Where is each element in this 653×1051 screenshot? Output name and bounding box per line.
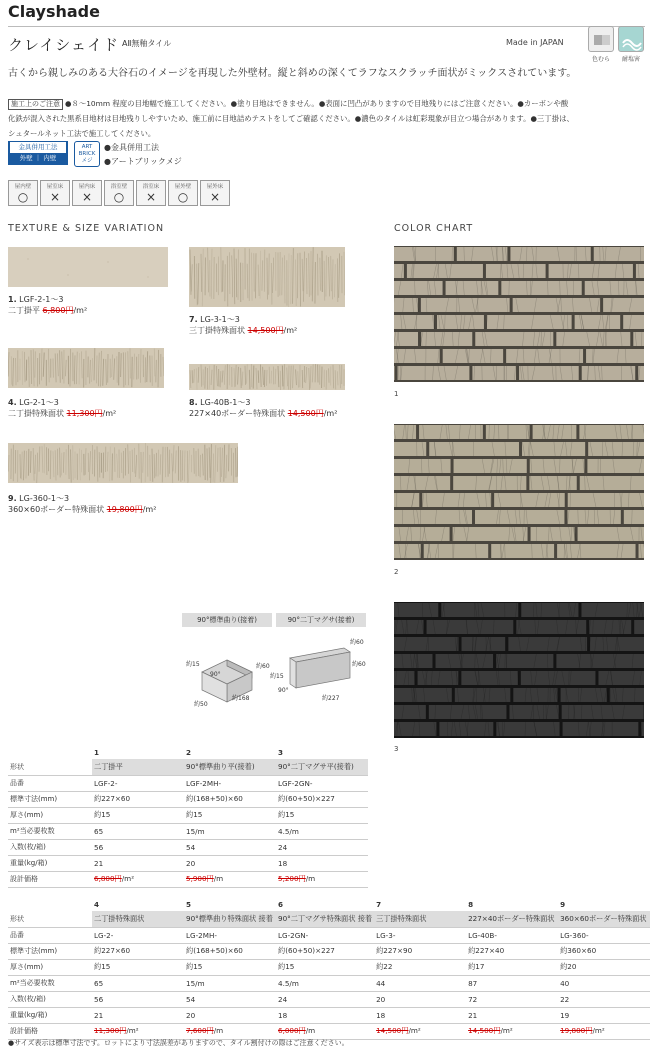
table-cell: 形状 — [8, 759, 92, 775]
price-cell — [184, 1023, 276, 1039]
price-value: 11,300円 — [94, 1026, 127, 1035]
table-cell: 24 — [276, 991, 374, 1007]
price-value: 7,600円 — [186, 1026, 214, 1035]
table-cell: 21 — [92, 855, 184, 871]
table-cell: 約(60+50)×227 — [276, 943, 374, 959]
table-cell: 約15 — [92, 959, 184, 975]
usage-label: 屋室床 — [46, 184, 64, 190]
swatch-7-label — [189, 314, 297, 336]
table-cell: 90°二丁マグサ平(接着) — [276, 759, 368, 775]
d1-t1: 約60 — [256, 663, 270, 670]
iromura-icon — [588, 26, 614, 52]
table-cell: m²当必要枚数 — [8, 823, 92, 839]
table-cell: LGF-2MH- — [184, 775, 276, 791]
table-cell: 約(168+50)×60 — [184, 943, 276, 959]
table-cell: 重量(kg/箱) — [8, 855, 92, 871]
d2-t1: 約60 — [352, 661, 366, 668]
table-cell: 約15 — [184, 959, 276, 975]
table-cell: 90°二丁マグサ特殊面状 接着 — [276, 911, 374, 927]
d1-t3: 約50 — [194, 701, 208, 708]
table-cell: 約227×60 — [92, 943, 184, 959]
table-cell: 15/m — [184, 975, 276, 991]
price-value: 6,800円 — [94, 874, 122, 883]
d1-t2: 90° — [210, 671, 221, 678]
table-cell: LGF-2GN- — [276, 775, 368, 791]
table-cell: 厚さ(mm) — [8, 807, 92, 823]
col-num: 5 — [186, 900, 192, 909]
notes-line-2: 化鉄が混入された黒系目地材は目地残りしやすいため、施工前に目地詰めテストをしてご確認ください。●濃色のタイルは虹彩現象が目立つ場合があります。●三丁掛は、 — [8, 114, 574, 123]
table-cell: m²当必要枚数 — [8, 975, 92, 991]
col-num: 6 — [278, 900, 284, 909]
usage-label: 浴室壁 — [110, 184, 128, 190]
price-cell — [374, 1023, 466, 1039]
table-cell: 40 — [558, 975, 650, 991]
table-row — [8, 775, 368, 791]
swatch-8-label — [189, 397, 337, 419]
sw8-code: LG-40B-1～3 — [200, 398, 251, 407]
kanagu-badge-top: 金具併用工法 — [10, 142, 66, 153]
sw4-unit: /m² — [102, 409, 117, 418]
price-value: 19,800円 — [560, 1026, 593, 1035]
sw1-code: LGF-2-1～3 — [19, 295, 64, 304]
usage-mark: × — [49, 190, 61, 204]
swatch-9 — [8, 443, 238, 483]
d2-t0: 約60 — [350, 639, 364, 646]
swatch-7 — [189, 247, 345, 307]
table-cell: 約360×60 — [558, 943, 650, 959]
table-row — [8, 839, 368, 855]
table-cell: 約22 — [374, 959, 466, 975]
col-num: 1 — [94, 748, 100, 757]
table-cell: 4.5/m — [276, 975, 374, 991]
table-cell: 24 — [276, 839, 368, 855]
table-row — [8, 855, 368, 871]
usage-mark: × — [145, 190, 157, 204]
price-value: 6,000円 — [278, 1026, 306, 1035]
usage-label: 屋外床 — [206, 184, 224, 190]
footnote: ●サイズ表示は標準寸法です。ロットにより寸法誤差がありますので、タイル割付けの際はご注意ください。 — [8, 1039, 349, 1047]
table-row — [8, 975, 650, 991]
price-cell — [184, 871, 276, 887]
table-row — [8, 791, 368, 807]
usage-mark: × — [81, 190, 93, 204]
usage-label: 浴室床 — [142, 184, 160, 190]
sw9-price: 19,800円 — [106, 505, 143, 514]
construction-notes — [8, 96, 648, 141]
d2-t2: 約15 — [270, 673, 284, 680]
table-cell: 約15 — [276, 959, 374, 975]
price-unit: /m² — [500, 1026, 513, 1035]
sw7-num: 7. — [189, 315, 198, 324]
usage-0 — [8, 180, 38, 206]
col-num — [8, 746, 92, 759]
feature-artbrick: ●アートブリックメジ — [104, 157, 182, 166]
color-chart-2 — [394, 424, 644, 560]
sw7-price: 14,500円 — [247, 326, 284, 335]
table-cell: 72 — [466, 991, 558, 1007]
sw7-unit: /m² — [283, 326, 298, 335]
kanagu-badge-bottom: 外壁 ｜ 内壁 — [19, 154, 57, 162]
table-cell: 約227×90 — [374, 943, 466, 959]
d1-t4: 約168 — [232, 695, 250, 702]
table-cell: 19 — [558, 1007, 650, 1023]
diagram-header-1: 90°標準曲り(接着) — [182, 613, 272, 627]
usage-label: 屋内床 — [78, 184, 96, 190]
usage-label: 屋外壁 — [174, 184, 192, 190]
table-cell: 20 — [374, 991, 466, 1007]
price-cell — [558, 1023, 650, 1039]
table-cell: 標準寸法(mm) — [8, 791, 92, 807]
price-value: 5,900円 — [186, 874, 214, 883]
artbrick-line2: BRICK — [78, 151, 96, 157]
sw4-code: LG-2-1～3 — [19, 398, 59, 407]
price-value: 14,500円 — [376, 1026, 409, 1035]
d2-t3: 90° — [278, 687, 289, 694]
sw1-desc: 二丁掛平 — [8, 306, 40, 315]
table-row — [8, 1007, 650, 1023]
notes-line-1: ●８～10mm 程度の目地幅で施工してください。●塗り目地はできません。●表面に凹凸がありますので目地残りにはご注意ください。●カーボンや酸 — [65, 99, 569, 108]
table-cell: 18 — [276, 855, 368, 871]
sw1-unit: /m² — [73, 306, 88, 315]
table-cell: 360×60ボーダー特殊面状 — [558, 911, 650, 927]
swatch-9-label — [8, 493, 156, 515]
table-cell: 54 — [184, 839, 276, 855]
taienkai-label: 耐塩害 — [621, 56, 640, 63]
price-unit: /m² — [126, 1026, 139, 1035]
price-value: 14,500円 — [468, 1026, 501, 1035]
table-cell: 約15 — [184, 807, 276, 823]
table-cell: 65 — [92, 823, 184, 839]
price-cell — [276, 1023, 374, 1039]
table-cell: LG-3- — [374, 927, 466, 943]
col-num: 4 — [94, 900, 100, 909]
table-cell: 約(168+50)×60 — [184, 791, 276, 807]
table-row — [8, 943, 650, 959]
table-cell: 87 — [466, 975, 558, 991]
price-cell — [466, 1023, 558, 1039]
sw8-desc: 227×40ボーダー特殊面状 — [189, 409, 286, 418]
sw9-num: 9. — [8, 494, 17, 503]
table-cell: 21 — [92, 1007, 184, 1023]
table-cell: 227×40ボーダー特殊面状 — [466, 911, 558, 927]
artbrick-badge — [74, 141, 100, 167]
table-cell: LG-2GN- — [276, 927, 374, 943]
price-unit: /m — [305, 874, 316, 883]
table-cell: 4.5/m — [276, 823, 368, 839]
swatch-4 — [8, 348, 164, 388]
table-cell: 18 — [374, 1007, 466, 1023]
table-cell: LGF-2- — [92, 775, 184, 791]
table-cell: 厚さ(mm) — [8, 959, 92, 975]
table-row — [8, 807, 368, 823]
swatch-8 — [189, 364, 345, 390]
table-cell: LG-2MH- — [184, 927, 276, 943]
table-cell: 約(60+50)×227 — [276, 791, 368, 807]
sw7-code: LG-3-1～3 — [200, 315, 240, 324]
shape-diagram — [182, 630, 366, 720]
shape-diagram-svg — [182, 630, 366, 720]
iromura-label: 色むら — [591, 56, 610, 63]
table-cell: 品番 — [8, 775, 92, 791]
table-cell: 18 — [276, 1007, 374, 1023]
notes-line-3: シュタールネット工法で施工してください。 — [8, 129, 156, 138]
table-cell: 品番 — [8, 927, 92, 943]
d2-t4: 約227 — [322, 695, 340, 702]
table-row — [8, 911, 650, 927]
usage-mark: ○ — [113, 190, 125, 204]
artbrick-line3: メジ — [81, 158, 93, 164]
col-num: 9 — [560, 900, 566, 909]
table-cell: 22 — [558, 991, 650, 1007]
description: 古くから親しみのある大谷石のイメージを再現した外壁材。縦と斜めの深くてラフなスクラッチ面状がミックスされています。 — [8, 68, 577, 79]
title-jp: クレイシェイド — [8, 36, 119, 54]
table-cell: 15/m — [184, 823, 276, 839]
swatch-1 — [8, 247, 168, 287]
table-cell: 56 — [92, 991, 184, 1007]
sw8-price: 14,500円 — [287, 409, 324, 418]
swatch-1-label — [8, 294, 87, 316]
usage-6 — [200, 180, 230, 206]
table-cell: 重量(kg/箱) — [8, 1007, 92, 1023]
price-cell — [92, 1023, 184, 1039]
table-cell: 二丁掛平 — [92, 759, 184, 775]
table-cell: LG-360- — [558, 927, 650, 943]
table-cell: 54 — [184, 991, 276, 1007]
price-unit: /m — [213, 1026, 224, 1035]
usage-5 — [168, 180, 198, 206]
sw4-num: 4. — [8, 398, 17, 407]
color-chart-3 — [394, 602, 644, 738]
usage-1 — [40, 180, 70, 206]
made-in-label: Made in JAPAN — [506, 38, 564, 47]
table-cell: 65 — [92, 975, 184, 991]
sw1-num: 1. — [8, 295, 17, 304]
artbrick-line1: ART — [81, 144, 93, 150]
diagram-header-2: 90°二丁マグサ(接着) — [276, 613, 366, 627]
usage-mark: × — [209, 190, 221, 204]
spec-table-1 — [8, 746, 368, 888]
sw9-code: LG-360-1～3 — [19, 494, 70, 503]
price-value: 5,200円 — [278, 874, 306, 883]
table-cell: 20 — [184, 1007, 276, 1023]
price-cell — [92, 871, 184, 887]
sw9-desc: 360×60ボーダー特殊面状 — [8, 505, 105, 514]
sw7-desc: 三丁掛特殊面状 — [189, 326, 245, 335]
table-cell: LG-40B- — [466, 927, 558, 943]
sw8-num: 8. — [189, 398, 198, 407]
sw9-unit: /m² — [142, 505, 157, 514]
table-row — [8, 991, 650, 1007]
color-section-title: COLOR CHART — [394, 223, 474, 234]
price-unit: /m — [305, 1026, 316, 1035]
d1-t0: 約15 — [186, 661, 200, 668]
table-cell: 標準寸法(mm) — [8, 943, 92, 959]
col-num: 3 — [278, 748, 284, 757]
table-cell: 二丁掛特殊面状 — [92, 911, 184, 927]
price-cell — [276, 871, 368, 887]
table-cell: 20 — [184, 855, 276, 871]
color-chart-1 — [394, 246, 644, 382]
color-chart-2-num: 2 — [394, 568, 399, 576]
price-unit: /m — [213, 874, 224, 883]
table-cell: 56 — [92, 839, 184, 855]
table-cell: 約20 — [558, 959, 650, 975]
table-row — [8, 927, 650, 943]
table-cell: 90°標準曲り特殊面状 接着 — [184, 911, 276, 927]
usage-3 — [104, 180, 134, 206]
swatch-4-label — [8, 397, 116, 419]
sw8-unit: /m² — [323, 409, 338, 418]
price-label: 設計価格 — [8, 1023, 92, 1039]
table-cell: 約17 — [466, 959, 558, 975]
sw4-price: 11,300円 — [66, 409, 103, 418]
feature-kanagu: ●金具併用工法 — [104, 143, 159, 152]
sw4-desc: 二丁掛特殊面状 — [8, 409, 64, 418]
price-unit: /m² — [408, 1026, 421, 1035]
table-row — [8, 823, 368, 839]
table-cell: 44 — [374, 975, 466, 991]
color-chart-3-num: 3 — [394, 745, 399, 753]
usage-4 — [136, 180, 166, 206]
title-en: Clayshade — [8, 2, 100, 21]
usage-mark: ○ — [177, 190, 189, 204]
col-num: 8 — [468, 900, 474, 909]
grade-label: AⅡ無釉タイル — [122, 39, 172, 48]
table-cell: 三丁掛特殊面状 — [374, 911, 466, 927]
taienkai-icon — [618, 26, 644, 52]
kanagu-badge — [8, 141, 68, 165]
price-unit: /m² — [592, 1026, 605, 1035]
table-cell: 入数(枚/箱) — [8, 991, 92, 1007]
table-cell: 21 — [466, 1007, 558, 1023]
table-cell: 約15 — [276, 807, 368, 823]
divider — [8, 26, 645, 27]
col-num — [8, 898, 92, 911]
texture-section-title: TEXTURE & SIZE VARIATION — [8, 223, 165, 234]
table-row — [8, 959, 650, 975]
price-unit: /m² — [121, 874, 135, 883]
table-cell: 約227×40 — [466, 943, 558, 959]
table-cell: 約15 — [92, 807, 184, 823]
notes-tag: 施工上のご注意 — [8, 99, 63, 110]
table-cell: LG-2- — [92, 927, 184, 943]
usage-mark: ○ — [17, 190, 29, 204]
table-cell: 90°標準曲り平(接着) — [184, 759, 276, 775]
table-row — [8, 759, 368, 775]
col-num: 2 — [186, 748, 192, 757]
color-chart-1-num: 1 — [394, 390, 399, 398]
table-cell: 入数(枚/箱) — [8, 839, 92, 855]
price-label: 設計価格 — [8, 871, 92, 887]
usage-label: 屋内壁 — [14, 184, 32, 190]
table-cell: 形状 — [8, 911, 92, 927]
table-cell: 約227×60 — [92, 791, 184, 807]
usage-2 — [72, 180, 102, 206]
col-num: 7 — [376, 900, 382, 909]
spec-table-2 — [8, 898, 650, 1040]
sw1-price: 6,800円 — [42, 306, 74, 315]
